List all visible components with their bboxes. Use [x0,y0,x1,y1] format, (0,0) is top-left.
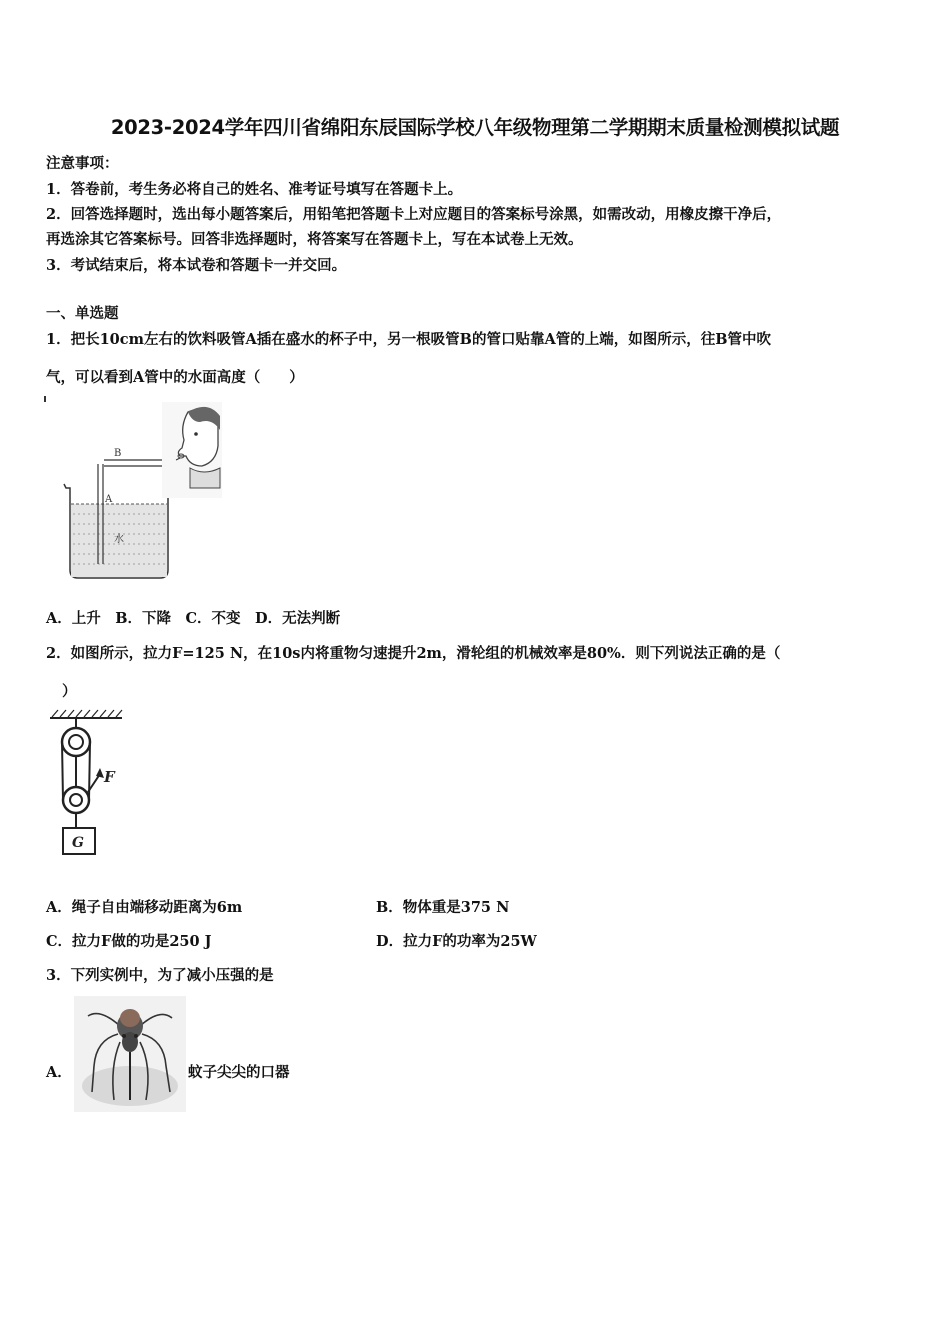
section-heading: 一、单选题 [46,305,119,322]
label-tube-a: A [105,494,113,505]
q2-option-d: D．拉力F的功率为25W [376,933,537,950]
label-water: 水 [114,534,124,545]
notice-item: 2．回答选择题时，选出每小题答案后，用铅笔把答题卡上对应题目的答案标号涂黑，如需改动，用橡皮擦干净后， [46,206,782,223]
notice-item: 3．考试结束后，将本试卷和答题卡一并交回。 [46,257,347,274]
q2-stem-line2: ） [62,683,77,700]
label-tube-b: B [114,448,122,459]
q2-stem-line1: 2．如图所示，拉力F=125 N，在10s内将重物匀速提升2m，滑轮组的机械效率是80%．则下列说法正确的是（ [46,645,781,662]
q2-option-a: A．绳子自由端移动距离为6m [46,899,243,916]
label-weight: G [72,835,84,851]
q1-stem-line1: 1．把长10cm左右的饮料吸管A插在盛水的杯子中，另一根吸管B的管口贴靠A管的上端，如图所示，往B管中吹 [46,331,771,348]
q1-stem-line2: 气，可以看到A管中的水面高度（ ） [46,369,304,386]
q1-options: A．上升 B．下降 C．不变 D．无法判断 [46,610,341,627]
notice-heading: 注意事项： [46,155,119,172]
notice-item: 再选涂其它答案标号。回答非选择题时，将答案写在答题卡上，写在本试卷上无效。 [46,231,583,248]
exam-title: 2023-2024学年四川省绵阳东辰国际学校八年级物理第二学期期末质量检测模拟试题 [110,116,840,139]
q3-option-a-label: A． [46,1064,72,1081]
q2-figure [44,708,134,860]
mosquito-image [74,996,186,1112]
q2-option-c: C．拉力F做的功是250 J [46,933,212,950]
q3-option-a-text: 蚊子尖尖的口器 [188,1064,290,1081]
notice-item: 1．答卷前，考生务必将自己的姓名、准考证号填写在答题卡上。 [46,181,463,198]
label-force: F [104,768,115,786]
q1-figure [44,396,224,582]
q3-stem: 3．下列实例中，为了减小压强的是 [46,967,274,984]
q2-option-b: B．物体重是375 N [376,899,510,916]
